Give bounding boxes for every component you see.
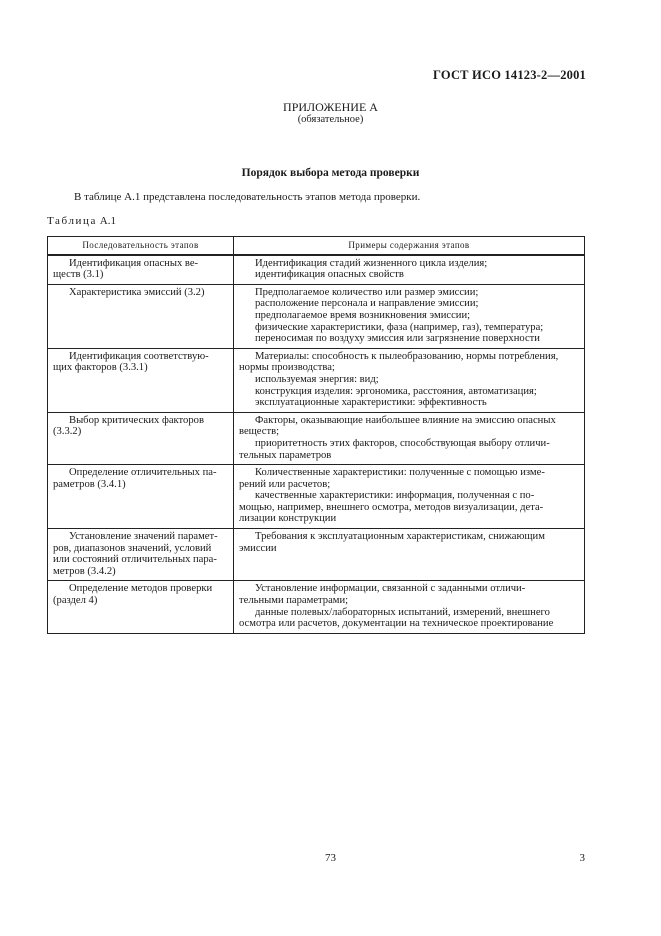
appendix-status: (обязательное) [297, 114, 364, 125]
stages-table [47, 236, 585, 634]
stage-cell [48, 529, 234, 581]
example-text-line: лизации конструкции [239, 513, 337, 525]
stage-text-line: Определение отличительных па- [69, 467, 217, 479]
intro-paragraph: В таблице А.1 представлена последовательность этапов метода проверки. [74, 191, 421, 203]
sheet-number: 3 [579, 852, 585, 864]
section-title: Порядок выбора метода проверки [241, 167, 420, 179]
example-text-line: расположение персонала и направление эмиссии; [255, 298, 479, 310]
example-text-line: тельных параметров [239, 449, 332, 461]
stage-text-line: Идентификация опасных ве- [69, 257, 199, 269]
example-text-line: тельными параметрами; [239, 595, 349, 607]
example-text-line: Факторы, оказывающие наибольшее влияние на эмиссию опасных [255, 414, 556, 426]
stage-text-line: ществ (3.1) [53, 269, 104, 281]
example-text-line: нормы производства; [239, 362, 335, 374]
stage-text-line: Идентификация соответствую- [69, 350, 209, 362]
stage-text-line: Выбор критических факторов [69, 414, 204, 426]
example-text-line: рений или расчетов; [239, 478, 331, 490]
document-code: ГОСТ ИСО 14123-2—2001 [433, 68, 586, 82]
stage-text-line: (раздел 4) [53, 595, 98, 607]
table-body [48, 255, 585, 634]
examples-cell [234, 284, 585, 348]
stage-text-line: или состояний отличительных пара- [53, 554, 217, 566]
example-text-line: данные полевых/лабораторных испытаний, измерений, внешнего [255, 606, 550, 618]
example-text-line: приоритетность этих факторов, способствующая выбору отличи- [255, 437, 550, 449]
example-text-line: осмотра или расчетов, документации на техническое проектирование [239, 618, 554, 630]
stage-cell [48, 465, 234, 529]
table-row [48, 529, 585, 581]
stage-cell [48, 284, 234, 348]
appendix-title: ПРИЛОЖЕНИЕ А [283, 100, 378, 114]
example-text-line: Материалы: способность к пылеобразованию, нормы потребления, [255, 350, 559, 362]
stage-text-line: Характеристика эмиссий (3.2) [69, 286, 205, 298]
examples-cell [234, 581, 585, 633]
examples-cell [234, 255, 585, 285]
example-text-line: Количественные характеристики: полученные с помощью изме- [255, 467, 545, 479]
example-text-line: качественные характеристики: информация, полученная с по- [255, 490, 535, 502]
example-text-line: Предполагаемое количество или размер эмиссии; [255, 286, 479, 298]
example-text-line: Идентификация стадий жизненного цикла изделия; [255, 257, 488, 269]
example-text-line: используемая энергия: вид; [255, 373, 379, 385]
column-header-stages: Последовательность этапов [48, 237, 234, 255]
table-row [48, 581, 585, 633]
table-row [48, 348, 585, 412]
stage-text-line: ров, диапазонов значений, условий [53, 542, 212, 554]
example-text-line: идентификация опасных свойств [255, 269, 404, 281]
example-text-line: эмиссии [239, 542, 277, 554]
stage-text-line: щих факторов (3.3.1) [53, 362, 148, 374]
example-text-line: конструкция изделия: эргономика, расстояния, автоматизация; [255, 385, 537, 397]
example-text-line: веществ; [239, 426, 280, 438]
example-text-line: Требования к эксплуатационным характеристикам, снижающим [255, 531, 545, 543]
table-header-row [48, 237, 585, 255]
examples-cell [234, 465, 585, 529]
stage-text-line: метров (3.4.2) [53, 565, 116, 577]
table-row [48, 412, 585, 464]
stage-cell [48, 348, 234, 412]
stage-cell [48, 412, 234, 464]
examples-cell [234, 412, 585, 464]
example-text-line: физические характеристики, фаза (например, газ), температура; [255, 321, 544, 333]
stage-text-line: Определение методов проверки [69, 583, 213, 595]
example-text-line: переносимая по воздуху эмиссия или загрязнение поверхности [255, 333, 540, 345]
example-text-line: Установление информации, связанной с заданными отличи- [255, 583, 526, 595]
table-label-number: А.1 [99, 215, 116, 227]
examples-cell [234, 529, 585, 581]
stage-text-line: (3.3.2) [53, 426, 82, 438]
table-label-word: Таблица [47, 215, 97, 227]
table-label [47, 215, 116, 227]
stage-cell [48, 581, 234, 633]
example-text-line: эксплуатационные характеристики: эффективность [255, 397, 487, 409]
example-text-line: предполагаемое время возникновения эмиссии; [255, 309, 471, 321]
page-number: 73 [325, 852, 336, 864]
examples-cell [234, 348, 585, 412]
column-header-examples: Примеры содержания этапов [234, 237, 585, 255]
table-row [48, 284, 585, 348]
stage-text-line: раметров (3.4.1) [53, 478, 126, 490]
table-row [48, 465, 585, 529]
example-text-line: мощью, например, внешнего осмотра, методов визуализации, дета- [239, 501, 544, 513]
stage-cell [48, 255, 234, 285]
table-row [48, 255, 585, 285]
stage-text-line: Установление значений парамет- [69, 531, 218, 543]
